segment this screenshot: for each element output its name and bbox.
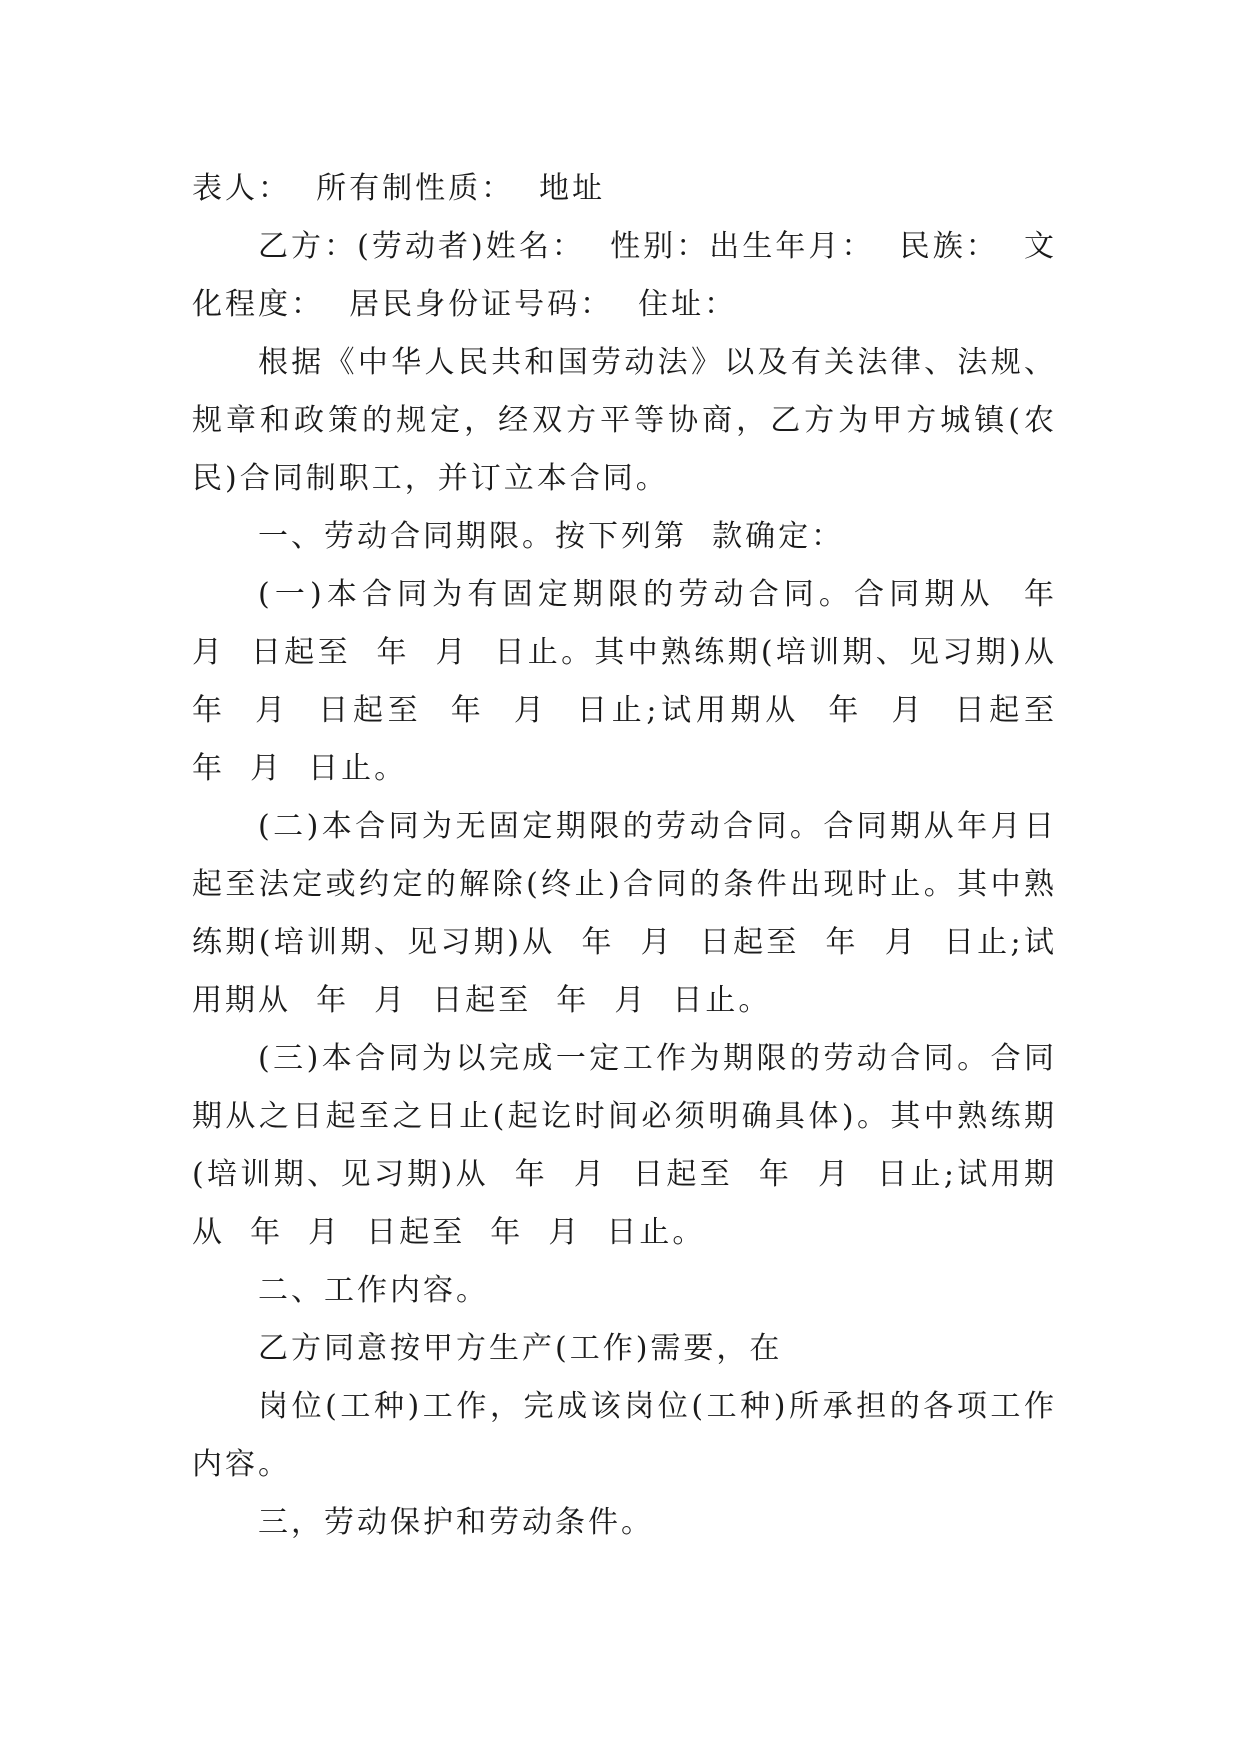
contract-body (192, 160, 1083, 1552)
clause-task-based-term: (三)本合同为以完成一定工作为期限的劳动合同。合同期从之日起至之日止(起讫时间必须明确具体)。其中熟练期(培训期、见习期)从 年 月 日起至 年 月 日止;试用期从 年 月 日起至 年 月 日止。 (192, 1041, 1057, 1250)
work-content-line-2: 岗位(工种)工作，完成该岗位(工种)所承担的各项工作内容。 (192, 1389, 1057, 1482)
party-b-info: 乙方：(劳动者)姓名： 性别：出生年月： 民族： 文化程度： 居民身份证号码： 住址： (192, 229, 1057, 322)
party-a-info-continuation: 表人： 所有制性质： 地址 (192, 171, 606, 206)
contract-preamble: 根据《中华人民共和国劳动法》以及有关法律、法规、规章和政策的规定，经双方平等协商，乙方为甲方城镇(农民)合同制职工，并订立本合同。 (192, 345, 1057, 496)
clause-open-ended-term: (二)本合同为无固定期限的劳动合同。合同期从年月日起至法定或约定的解除(终止)合同的条件出现时止。其中熟练期(培训期、见习期)从 年 月 日起至 年 月 日止;试用期从 年 月 日起至 年 月 日止。 (192, 809, 1057, 1018)
work-content-line-1: 乙方同意按甲方生产(工作)需要，在 (258, 1331, 783, 1366)
section-heading-labor-protection: 三，劳动保护和劳动条件。 (258, 1505, 654, 1540)
section-heading-work-content: 二、工作内容。 (258, 1273, 489, 1308)
clause-fixed-term: (一)本合同为有固定期限的劳动合同。合同期从 年 月 日起至 年 月 日止。其中熟练期(培训期、见习期)从 年 月 日起至 年 月 日止;试用期从 年 月 日起至 年 月 日止。 (192, 577, 1083, 786)
section-heading-contract-term: 一、劳动合同期限。按下列第 款确定： (258, 519, 845, 554)
